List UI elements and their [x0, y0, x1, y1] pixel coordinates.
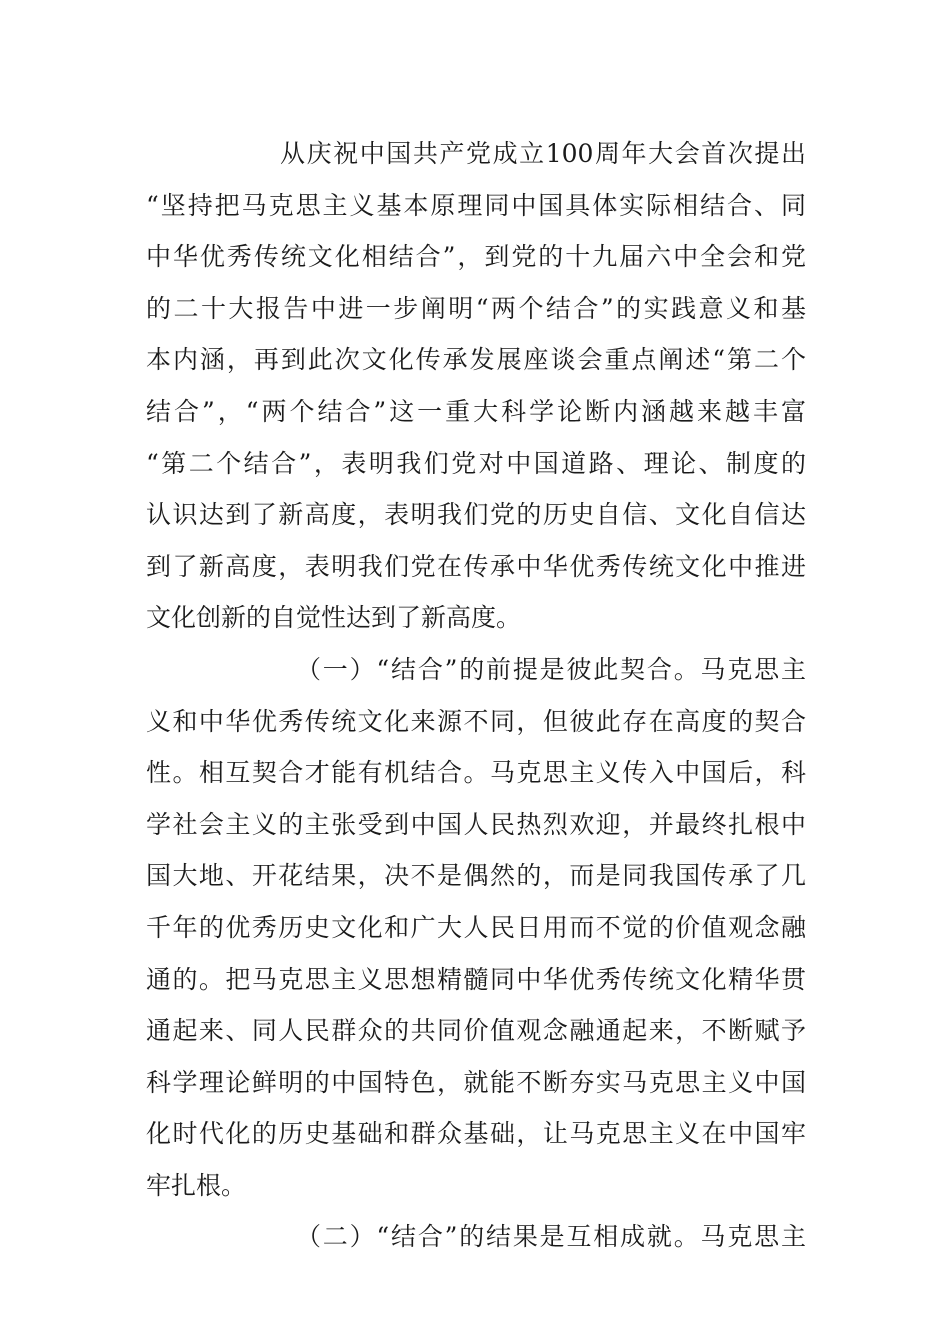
text-line: “第二个结合”，表明我们党对中国道路、理论、制度的: [146, 448, 806, 478]
text-line: 科学理论鲜明的中国特色，就能不断夯实马克思主义中国: [146, 1067, 806, 1097]
text-line: 通起来、同人民群众的共同价值观念融通起来，不断赋予: [146, 1016, 806, 1046]
text-line: 通的。把马克思主义思想精髓同中华优秀传统文化精华贯: [146, 964, 806, 994]
paragraph-section-1: [146, 644, 806, 1212]
section-heading-line: （二）“结合”的结果是互相成就。马克思主: [296, 1222, 806, 1252]
paragraph-section-2: [146, 1211, 806, 1263]
text-line: 千年的优秀历史文化和广大人民日用而不觉的价值观念融: [146, 912, 806, 942]
paragraph-intro: [146, 128, 806, 644]
text-line: 化时代化的历史基础和群众基础，让马克思主义在中国牢: [146, 1119, 806, 1149]
text-line: 从庆祝中国共产党成立100周年大会首次提出: [280, 139, 806, 168]
text-line: 牢扎根。: [146, 1170, 247, 1200]
text-line: 中华优秀传统文化相结合”，到党的十九届六中全会和党: [146, 242, 806, 272]
text-line: 性。相互契合才能有机结合。马克思主义传入中国后，科: [146, 758, 806, 788]
section-heading-line: （一）“结合”的前提是彼此契合。马克思主: [296, 654, 806, 684]
text-line: 到了新高度，表明我们党在传承中华优秀传统文化中推进: [146, 551, 806, 581]
text-line: 文化创新的自觉性达到了新高度。: [146, 603, 522, 633]
text-line: 认识达到了新高度，表明我们党的历史自信、文化自信达: [146, 500, 806, 530]
text-line: 义和中华优秀传统文化来源不同，但彼此存在高度的契合: [146, 706, 806, 736]
text-line: 结合”，“两个结合”这一重大科学论断内涵越来越丰富: [146, 396, 806, 426]
text-line: 国大地、开花结果，决不是偶然的，而是同我国传承了几: [146, 861, 806, 891]
text-line: 的二十大报告中进一步阐明“两个结合”的实践意义和基: [146, 293, 806, 323]
body-text: [146, 128, 806, 1263]
text-line: 本内涵，再到此次文化传承发展座谈会重点阐述“第二个: [146, 345, 806, 375]
text-line: “坚持把马克思主义基本原理同中国具体实际相结合、同: [146, 190, 806, 220]
text-line: 学社会主义的主张受到中国人民热烈欢迎，并最终扎根中: [146, 809, 806, 839]
